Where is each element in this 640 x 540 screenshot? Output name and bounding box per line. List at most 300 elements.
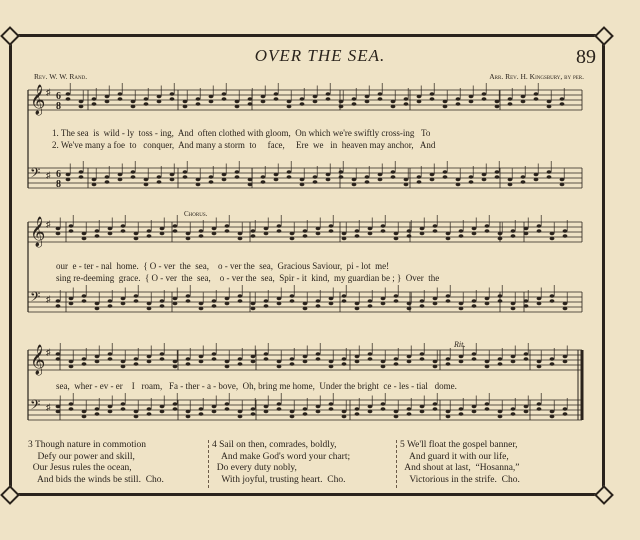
note-head [352,178,357,182]
note-head [173,360,178,364]
note-head [131,100,136,104]
note-head [290,357,295,361]
note-head [339,100,344,104]
note-head [472,227,477,231]
note-head [381,360,386,364]
note-head [368,352,373,356]
note-head [339,105,344,109]
sharp-icon: ♯ [46,219,51,229]
note-head [563,302,568,306]
note-head [199,407,204,411]
note-head [521,95,526,99]
note-head [134,294,139,298]
note-head [238,362,243,366]
verse-3 [28,440,164,486]
note-head [524,357,529,361]
note-head [365,95,370,99]
note-head [355,234,360,238]
note-head [199,307,204,311]
note-head [446,294,451,298]
note-head [407,307,412,311]
note-head [355,412,360,416]
note-head [404,183,409,187]
note-head [394,237,399,241]
note-head [186,232,191,236]
note-head [238,299,243,303]
note-head [407,229,412,233]
note-head [56,357,61,361]
note-head [550,362,555,366]
note-head [537,297,542,301]
note-head [534,178,539,182]
note-head [66,178,71,182]
verse-line: 4 Sail on then, comrades, boldly, [212,440,337,450]
note-head [511,234,516,238]
note-head [290,232,295,236]
note-head [316,410,321,414]
note-head [368,405,373,409]
time-signature: 8 [56,179,61,190]
verse-line: And shout at last, “Hosanna,” [400,463,520,473]
note-head [66,92,71,96]
note-head [339,170,344,174]
note-head [472,357,477,361]
note-head [420,227,425,231]
note-head [160,405,165,409]
note-head [248,102,253,106]
note-head [290,362,295,366]
note-head [69,297,74,301]
note-head [264,410,269,414]
note-head [433,302,438,306]
note-head [394,357,399,361]
note-head [378,178,383,182]
note-head [365,175,370,179]
note-head [446,299,451,303]
note-head [300,183,305,187]
verse-line: And bids the winds be still. Cho. [28,474,164,485]
note-head [95,407,100,411]
verse-line: Our Jesus rules the ocean, [28,463,132,473]
ritardando-marking: Rit. [454,340,466,349]
note-head [378,173,383,177]
note-head [235,105,240,109]
note-head [404,102,409,106]
note-head [433,360,438,364]
note-head [563,360,568,364]
note-head [495,105,500,109]
note-head [261,175,266,179]
note-head [368,357,373,361]
note-head [368,304,373,308]
note-head [238,237,243,241]
time-signature: 8 [56,101,61,112]
note-head [69,229,74,233]
note-head [482,92,487,96]
note-head [248,183,253,187]
note-head [261,180,266,184]
verse-line: And guard it with our life, [400,451,509,462]
note-head [459,229,464,233]
note-head [108,227,113,231]
note-head [456,97,461,101]
note-head [95,360,100,364]
lyric-line-1-verse-2: 2. We've many a foe to conquer, And many a storm to face, Ere we in heaven may anchor, And [52,140,436,150]
note-head [547,170,552,174]
note-head [95,355,100,359]
note-head [92,102,97,106]
note-head [225,224,230,228]
note-head [186,410,191,414]
verse-line: 5 We'll float the gospel banner, [400,440,518,450]
note-head [511,360,516,364]
note-head [456,178,461,182]
note-head [550,237,555,241]
note-head [79,100,84,104]
note-head [407,234,412,238]
note-head [303,412,308,416]
note-head [537,302,542,306]
note-head [290,294,295,298]
note-head [485,407,490,411]
note-head [212,227,217,231]
note-head [199,360,204,364]
note-head [404,178,409,182]
note-head [433,402,438,406]
note-head [209,175,214,179]
note-head [446,415,451,419]
note-head [368,232,373,236]
note-head [550,410,555,414]
note-head [66,97,71,101]
note-head [443,105,448,109]
note-head [251,234,256,238]
note-head [430,178,435,182]
note-head [277,224,282,228]
note-head [144,102,149,106]
note-head [238,415,243,419]
lyric-line-2-verse-1: our e - ter - nal home. { O - ver the sea, o - ver the sea, Gracious Saviour, pi - lot me! [56,261,390,271]
note-head [368,299,373,303]
note-head [186,237,191,241]
note-head [277,302,282,306]
note-head [420,405,425,409]
note-head [550,415,555,419]
note-head [56,304,61,308]
note-head [342,237,347,241]
note-head [550,232,555,236]
note-head [274,92,279,96]
note-head [326,92,331,96]
note-head [56,227,61,231]
note-head [459,234,464,238]
note-head [433,229,438,233]
note-head [303,307,308,311]
note-head [342,357,347,361]
note-head [446,410,451,414]
note-head [131,175,136,179]
note-head [264,299,269,303]
note-head [131,105,136,109]
note-head [342,410,347,414]
note-head [235,100,240,104]
chorus-label: Chorus. [184,210,208,218]
note-head [381,229,386,233]
note-head [342,232,347,236]
note-head [277,402,282,406]
note-head [524,410,529,414]
note-head [95,229,100,233]
note-head [394,299,399,303]
note-head [495,170,500,174]
note-head [264,304,269,308]
note-head [92,183,97,187]
note-head [121,302,126,306]
note-head [134,415,139,419]
note-head [147,302,152,306]
note-head [498,357,503,361]
note-head [537,407,542,411]
note-head [485,402,490,406]
note-head [121,407,126,411]
note-head [173,407,178,411]
note-head [446,232,451,236]
note-head [563,355,568,359]
note-head [264,232,269,236]
note-head [420,357,425,361]
note-head [225,360,230,364]
verse-line: 3 Though nature in commotion [28,440,147,450]
verse-5 [400,440,520,486]
note-head [342,294,347,298]
note-head [82,357,87,361]
verse-line: Victorious in the strife. Cho. [400,474,520,485]
note-head [92,178,97,182]
note-head [524,304,529,308]
note-head [534,173,539,177]
note-head [534,97,539,101]
note-head [105,180,110,184]
note-head [212,357,217,361]
note-head [56,352,61,356]
note-head [313,100,318,104]
note-head [550,299,555,303]
note-head [420,304,425,308]
note-head [105,100,110,104]
note-head [339,175,344,179]
note-head [394,410,399,414]
note-head [355,360,360,364]
note-head [368,227,373,231]
note-head [82,294,87,298]
arranger-credit: Arr. Rev. H. Kingsbury, by per. [489,72,584,81]
bass-clef-icon: 𝄢 [30,165,41,184]
note-head [482,97,487,101]
note-head [352,97,357,101]
note-head [404,97,409,101]
note-head [300,97,305,101]
note-head [199,302,204,306]
note-head [170,173,175,177]
note-head [144,183,149,187]
note-head [524,227,529,231]
note-head [472,405,477,409]
hymn-title: OVER THE SEA. [254,46,386,65]
note-head [316,304,321,308]
note-head [537,365,542,369]
note-head [134,299,139,303]
note-head [508,102,513,106]
note-head [459,355,464,359]
verse-line: Do every duty nobly, [212,463,297,473]
note-head [82,299,87,303]
note-head [82,415,87,419]
note-head [199,229,204,233]
note-head [316,232,321,236]
note-head [381,297,386,301]
note-head [381,407,386,411]
note-head [108,299,113,303]
note-head [469,95,474,99]
note-head [459,302,464,306]
note-head [485,302,490,306]
note-head [134,410,139,414]
note-head [329,297,334,301]
note-head [212,352,217,356]
note-head [173,229,178,233]
note-head [534,92,539,96]
note-head [547,100,552,104]
note-head [498,410,503,414]
note-head [199,234,204,238]
note-head [69,302,74,306]
note-head [329,402,334,406]
note-head [300,178,305,182]
note-head [225,229,230,233]
note-head [482,173,487,177]
note-head [290,415,295,419]
note-head [524,352,529,356]
note-head [407,302,412,306]
note-head [274,178,279,182]
note-head [560,183,565,187]
note-head [56,410,61,414]
note-head [287,175,292,179]
note-head [147,407,152,411]
note-head [186,299,191,303]
note-head [342,415,347,419]
note-head [118,178,123,182]
note-head [212,304,217,308]
note-head [121,297,126,301]
note-head [238,410,243,414]
note-head [79,105,84,109]
note-head [550,294,555,298]
note-head [563,407,568,411]
note-head [157,180,162,184]
note-head [108,405,113,409]
sharp-icon: ♯ [46,294,51,304]
note-head [430,92,435,96]
note-head [394,232,399,236]
note-head [472,352,477,356]
note-head [300,102,305,106]
note-head [485,365,490,369]
note-head [391,170,396,174]
note-head [521,175,526,179]
note-head [508,178,513,182]
note-head [407,407,412,411]
note-head [264,405,269,409]
note-head [56,232,61,236]
note-head [381,302,386,306]
note-head [316,352,321,356]
note-head [251,407,256,411]
note-head [420,232,425,236]
verse-line: And make God's word your chart; [212,451,351,462]
note-head [394,415,399,419]
note-head [199,355,204,359]
note-head [222,97,227,101]
note-head [251,355,256,359]
time-signature: 6 [56,91,61,102]
page-number: 89 [576,46,596,68]
note-head [342,362,347,366]
note-head [469,175,474,179]
note-head [472,232,477,236]
note-head [446,362,451,366]
note-head [430,97,435,101]
note-head [235,170,240,174]
note-head [261,95,266,99]
note-head [537,402,542,406]
note-head [121,224,126,228]
note-head [365,100,370,104]
note-head [212,299,217,303]
note-head [238,357,243,361]
note-head [183,105,188,109]
note-head [173,402,178,406]
note-head [329,360,334,364]
note-head [329,224,334,228]
note-head [290,410,295,414]
note-head [433,297,438,301]
note-head [563,229,568,233]
lyric-line-1-verse-1: 1. The sea is wild - ly toss - ing, And often clothed with gloom, On which we're swiftly cross-ing To [52,128,431,138]
note-head [69,360,74,364]
note-head [196,183,201,187]
note-head [381,224,386,228]
note-head [443,175,448,179]
note-head [160,299,165,303]
note-head [121,360,126,364]
note-head [173,302,178,306]
note-head [264,227,269,231]
note-head [186,415,191,419]
note-head [287,100,292,104]
note-head [560,97,565,101]
note-head [186,357,191,361]
note-head [459,412,464,416]
note-head [498,237,503,241]
note-head [511,412,516,416]
note-head [144,178,149,182]
note-head [147,355,152,359]
note-head [394,362,399,366]
note-head [563,307,568,311]
sharp-icon: ♯ [46,170,51,180]
note-head [420,410,425,414]
